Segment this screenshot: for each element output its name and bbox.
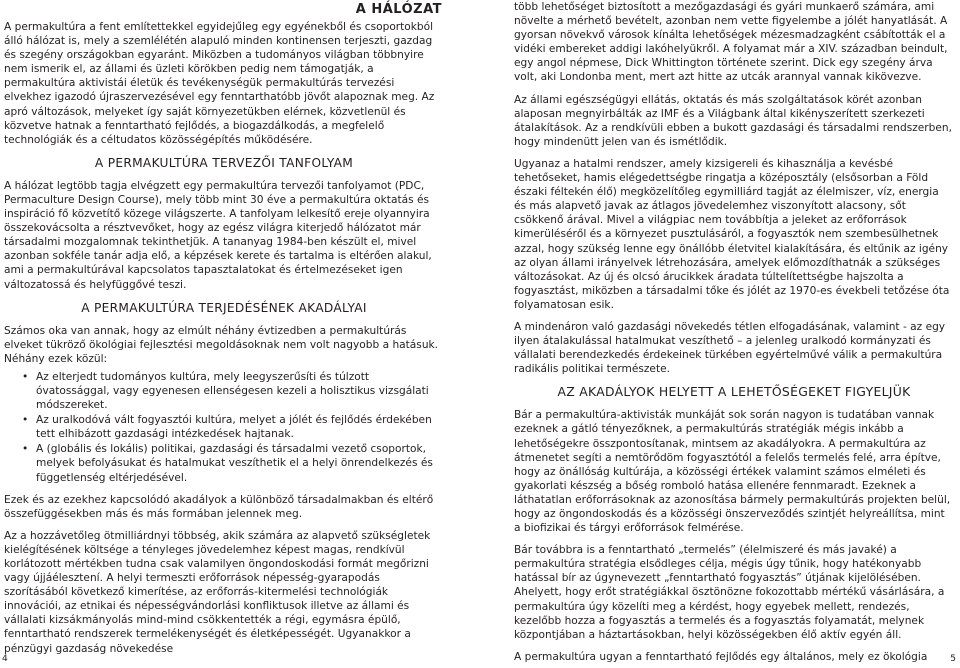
paragraph-akadalyai-intro: Számos oka van annak, hogy az elmúlt néhány évtizedben a permakultúrás elveket tükröző ökológiai fejlesztési megoldásoknak nem volt nagyobb a hatásuk. Néhány ezek közül: [4, 324, 439, 365]
list-item [4, 370, 444, 412]
paragraph-halozat: A permakultúra a fent említettekkel egyidejűleg egy egyénekből és csoportokból álló hálózat is, mely a szemlélétén alapuló minden kontinensen terjeszti, gazdag és szegény országokban egyaránt. Miközben a tudományos világban többnyire nem ismerik el, az állami és üzleti körökben pedig nem támogatják, a permakultúra aktivistái életük és tevékenységük permakultúrás tervezési elvekhez igazodó újraszervezésével egy fenntarthatóbb jövőt alapoznak meg. Az apró változások, melyeket így saját környezetükben elérnek, közvetlenül és közvetve hatnak a fenntartható fejlődés, a biogazdálkodás, a megfelelő technológiák és a céltudatos közösségépítés működésére. [4, 21, 435, 146]
heading-akadalyai: A PERMAKULTÚRA TERJEDÉSÉNEK AKADÁLYAI [81, 300, 367, 315]
page-number-right: 5 [950, 654, 956, 664]
left-column [4, 0, 444, 664]
paragraph-allami-ellatas: Az állami egészségügyi ellátás, oktatás és más szolgáltatások körét azonban alaposan megnyirbálták az IMF és a Világbank által kikényszerített szerkezeti átalakítások. Az a rendkívüli ebben a bukott gazdasági és társadalmi rendszerben, hogy mindenütt jelen van és ismétlődik. [514, 93, 952, 148]
paragraph-akadalyok-kontextus: Ezek és az ezekhez kapcsolódó akadályok a különböző társadalmakban és eltérő összefüggésekben más és más formában jelennek meg. [4, 493, 434, 520]
paragraph-aktivistak: Bár a permakultúra-aktivisták munkáját sok során nagyon is tudatában vannak ezeknek a gátló tényezőknek, a permakultúrás stratégiák mégis inkább a lehetőségekre összpontosítanak, mintsem az akadályokra. A permakultúra az átmenetet segíti a nemtörődöm fogyasztótól a felelős termelés felé, arra építve, hogy az önállóság kultúrája, a közösségi értékek valamint számos elméleti és gyakorlati készség a bőség romboló hatása ellenére fennmaradt. Ezeknek a láthatatlan erőforrásoknak az azonosítása bármely permakultúrás projekten belül, hogy az öngondoskodás és a közösségi önszerveződés szintjét helyreállítsa, mint a biofizikai és tárgyi erőforrások felmérése. [514, 409, 951, 535]
list-item-text: Az elterjedt tudományos kultúra, mely leegyszerűsíti és túlzott óvatossággal, vagy egyenesen ellenségesen kezeli a holisztikus vizsgálati módszereket. [36, 370, 429, 412]
heading-lehetosegek: AZ AKADÁLYOK HELYETT A LEHETŐSÉGEKET FIGYELJÜK [557, 384, 911, 400]
heading-halozat: A HÁLÓZAT [355, 2, 442, 17]
paragraph-radikalis-termeszet: A mindenáron való gazdasági növekedés tétlen elfogadásának, valamint - az egy ilyen átalakulással hatalmukat veszíthető – a jelenleg uralkodó kormányzati és vállalati berendezkedés érdekeinek türkében egyértelművé válik a permakultúra radikális politikai természete. [514, 320, 946, 376]
heading-tanfolyam: A PERMAKULTÚRA TERVEZŐI TANFOLYAM [94, 155, 354, 170]
page-number-left: 4 [2, 654, 8, 664]
bullet-icon: • [22, 370, 29, 383]
list-item [4, 413, 444, 441]
right-column [514, 0, 954, 668]
obstacle-list [4, 370, 444, 485]
paragraph-hatalmi-rendszer: Ugyanaz a hatalmi rendszer, amely kizsigereli és kihasználja a kevésbé tehetőseket, hamis elégedettségbe ringatja a középosztály (elsősorban a Föld északi féltekén élő) megközelítőleg egymilliárd tagját az élelmiszer, víz, energia és más alapvető javak az átlagos jövedelemhez viszonyított alacsony, sőt csökkenő árával. Mivel a világpiac nem továbbítja a jeleket az erőforrások kimerüléséről és a környezet pusztulásáról, a fogyasztók nem szembesülhetnek azzal, hogy szükség lenne egy önállóbb életvitel kialakítására, és eltűnik az igény az olyan állami irányelvek létrehozására, amelyek előmozdíthatnák a szükséges változásokat. Az új és olcsó árucikkek áradata túltelítettségbe hajszolta a fogyasztást, miközben a társadalmi tőke és jólét az 1970-es évekbeli tetőzése óta folyamatosan esik. [514, 157, 950, 311]
paragraph-lehetoseg-munkaero: több lehetőséget biztosított a mezőgazdasági és gyári munkaerő számára, ami növelte a mérhető bevételt, azonban nem vette figyelembe a jólét hanyatlását. A gyorsan növekvő városok kínálta lehetőségek mézesmadzagként csábították el a vidéki embereket addigi lakóhelyükről. A folyamat már a XIV. században beindult, egy angol népmese, Dick Whittington története szerint. Dick egy szegény árva volt, aki Londonba ment, mert azt hitte az utcák arannyal vannak kikövezve. [514, 1, 948, 84]
paragraph-fenntarthato-fejlodes: A permakultúra ugyan a fenntartható fejlődés egy általános, mely ez ökológia [514, 650, 928, 663]
bullet-icon: • [22, 414, 29, 427]
paragraph-fenntarthato-termeles: Bár továbbra is a fenntartható „termelés” (élelmiszeré és más javaké) a permakultúra stratégia elsődleges célja, mégis úgy tűnik, hogy hatékonyabb hatással bír az úgynevezett „fenntartható fogyasztás” útjának kijelölésében. Ahelyett, hogy erőt stratégiákkal ösztönözne fokozottabb mértékű vásárlására, a permakultúra úgy közelíti meg a kérdést, hogy egyebek mellett, rendezés, kezelőbb hozza a fogyasztás a termelés és a fogyasztás folyamatát, melynek központjában a háztartásokban, helyi közösségekben élő aktív egyén áll. [514, 544, 945, 641]
list-item [4, 442, 444, 484]
paragraph-otmilliard: Az a hozzávetőleg ötmilliárdnyi többség, akik számára az alapvető szükségletek kielégítésének költsége a tényleges jövedelemhez képest magas, rendkívül korlátozott mértékben tudna csak valamilyen öngondoskodási formát megőrizni vagy újjáélesztení. A helyi termeszti erőforrások népesség-gyarapodás szorításából következő kimerítése, az erőforrás-kitermelési technológiák innovációi, az etnikai és népességvándorlási konfliktusok illetve az állami és vállalati kizsákmányolás mind-mind csökkentették a régi, egymásra épülő, fenntartható rendszerek termelékenységét és életképességét. Ugyanakkor a pénzügyi gazdaság növekedése [4, 529, 431, 655]
paragraph-tanfolyam: A hálózat legtöbb tagja elvégzett egy permakultúra tervezői tanfolyamot (PDC, Permaculture Design Course), mely több mint 30 éve a permakultúra oktatás és inspiráció fő közvetítő közege világszerte. A tanfolyam lelkesítő ereje olyannyira összekovácsolta a résztvevőket, hogy az egész világra kiterjedő hálózatot már társadalmi mozgalomnak tekinthetjük. A tananyag 1984-ben készült el, mivel azonban sokféle tanár adja elő, a képzések kerete és tartalma is eltérően alakul, ami a permakultúrával kapcsolatos tapasztalatokat és értelmezéseket igen változatossá és helyfüggővé teszi. [4, 179, 432, 291]
bullet-icon: • [22, 443, 29, 456]
list-item-text: Az uralkodóvá vált fogyasztói kultúra, melyet a jólét és fejlődés érdekében tett elhibázott gazdasági intézkedések hajtanak. [36, 414, 432, 441]
list-item-text: A (globális és lokális) politikai, gazdasági és társadalmi vezető csoportok, melyek befolyásukat és hatalmukat veszíthetik el a helyi önrendelkezés és függetlenség eltérjedésével. [36, 443, 433, 484]
